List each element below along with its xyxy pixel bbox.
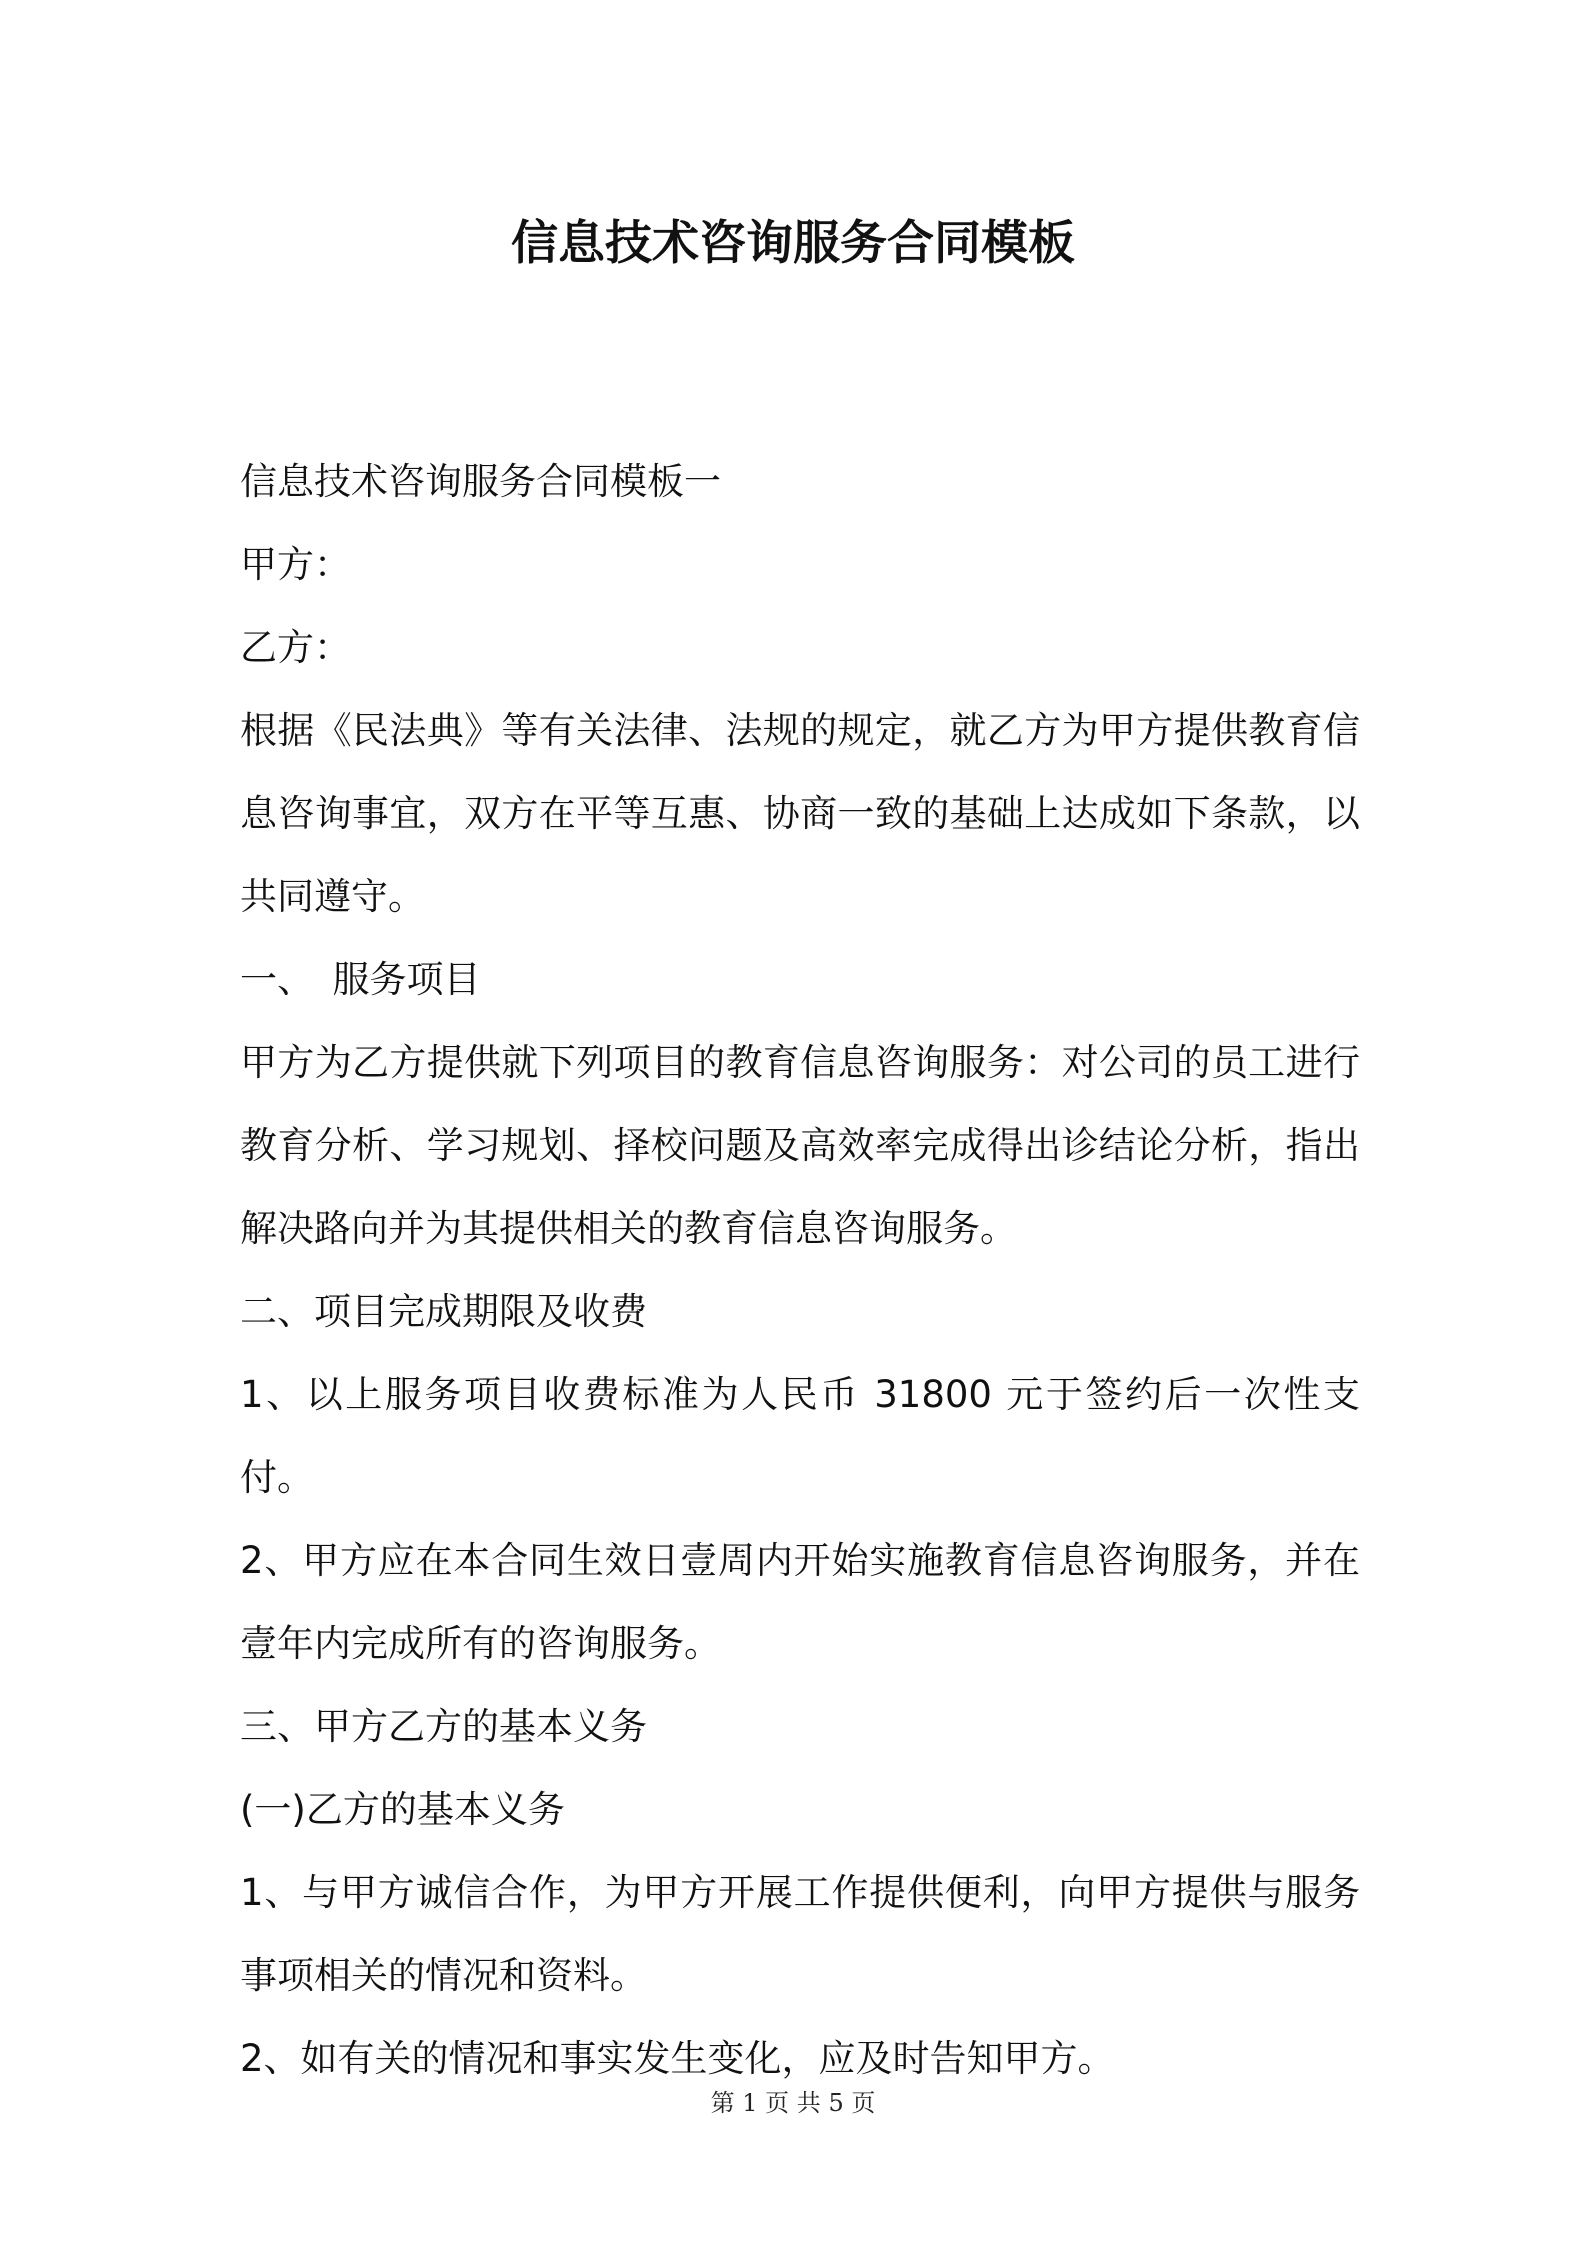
obligation-clause-2: 2、如有关的情况和事实发生变化，应及时告知甲方。 [240, 2037, 1115, 2080]
obligation-clause-1: 1、与甲方诚信合作，为甲方开展工作提供便利，向甲方提供与服务事项相关的情况和资料。 [240, 1871, 1360, 1997]
subtitle-paragraph: 信息技术咨询服务合同模板一 [240, 460, 721, 503]
party-b-line: 乙方： [240, 626, 351, 669]
section-heading-2: 二、项目完成期限及收费 [240, 1290, 647, 1333]
service-items-paragraph: 甲方为乙方提供就下列项目的教育信息咨询服务：对公司的员工进行教育分析、学习规划、择校问题及高效率完成得出诊结论分析，指出解决路向并为其提供相关的教育信息咨询服务。 [240, 1041, 1360, 1250]
document-body [240, 440, 1360, 2100]
document-title: 信息技术咨询服务合同模板 [511, 216, 1075, 271]
subsection-heading-1: (一)乙方的基本义务 [240, 1788, 565, 1831]
page-number-footer: 第 1 页 共 5 页 [710, 2089, 876, 2117]
section-heading-1: 一、 服务项目 [240, 958, 481, 1001]
term-clause: 2、甲方应在本合同生效日壹周内开始实施教育信息咨询服务，并在壹年内完成所有的咨询服务。 [240, 1539, 1360, 1665]
preamble-paragraph: 根据《民法典》等有关法律、法规的规定，就乙方为甲方提供教育信息咨询事宜，双方在平等互惠、协商一致的基础上达成如下条款，以共同遵守。 [240, 709, 1360, 918]
section-heading-3: 三、甲方乙方的基本义务 [240, 1705, 647, 1748]
party-a-line: 甲方： [240, 543, 351, 586]
fee-clause: 1、以上服务项目收费标准为人民币 31800 元于签约后一次性支付。 [240, 1373, 1360, 1499]
